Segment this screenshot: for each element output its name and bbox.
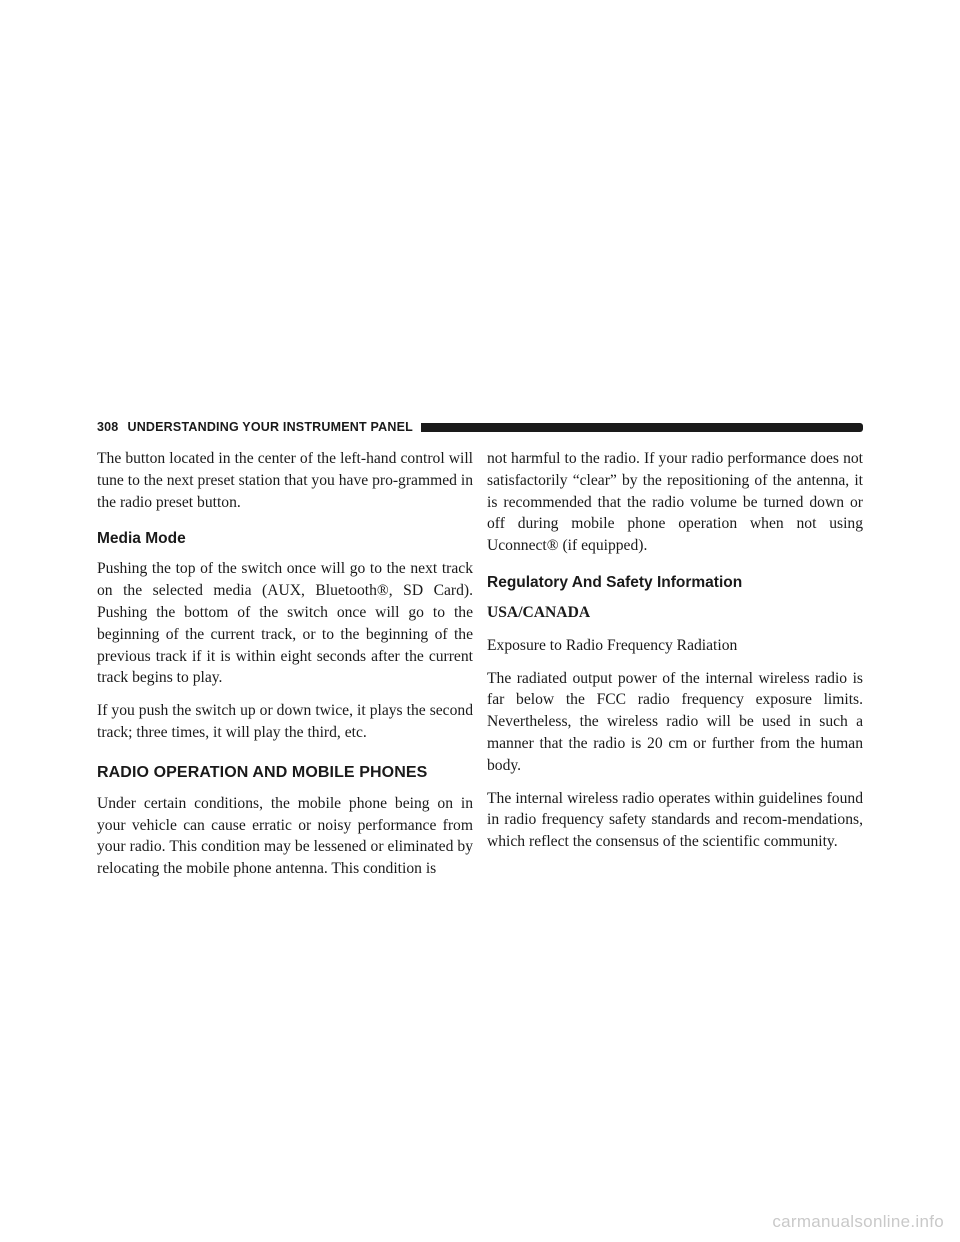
exposure-subheading: Exposure to Radio Frequency Radiation [487,636,738,654]
watermark: carmanualsonline.info [772,1212,944,1231]
radio-paragraph-start: Under certain conditions, the mobile phone being on in your vehicle can cause erratic or noisy performance from your radio. This condition may be lessened or eliminated by relocating the mobile phone antenna. This condition is [97,794,473,878]
header-rule [421,423,863,432]
radio-paragraph-end: not harmful to the radio. If your radio performance does not satisfactorily “clear” by the repositioning of the antenna, it is recommended that the radio volume be turned down or off during mobile phone operation when not using Uconnect® (if equipped). [487,450,863,555]
region-label: USA/CANADA [487,603,591,621]
page-number: 308 [97,420,119,434]
section-title: UNDERSTANDING YOUR INSTRUMENT PANEL [127,420,413,434]
intro-paragraph: The button located in the center of the left-hand control will tune to the next preset station that you have pro-grammed in the radio preset button. [97,450,473,511]
regulatory-heading: Regulatory And Safety Information [487,573,743,591]
exposure-paragraph: The radiated output power of the internal wireless radio is far below the FCC radio frequency exposure limits. Nevertheless, the wireless radio will be used in such a manner that the radio is 20 cm or further from the human body. [487,669,863,774]
media-mode-paragraph-1: Pushing the top of the switch once will go to the next track on the selected media (AUX, Bluetooth®, SD Card). Pushing the bottom of the switch once will go to the beginning of the current track, or to the beginning of the previous track if it is within eight seconds after the current track begins to play. [97,560,473,687]
running-header [97,416,863,438]
radio-operation-heading: RADIO OPERATION AND MOBILE PHONES [97,763,428,781]
media-mode-paragraph-2: If you push the switch up or down twice, it plays the second track; three times, it will play the third, etc. [97,702,473,741]
right-column [487,448,863,864]
media-mode-heading: Media Mode [97,530,186,548]
left-column [97,448,473,891]
guidelines-paragraph: The internal wireless radio operates within guidelines found in radio frequency safety standards and recom-mendations, which reflect the consensus of the scientific community. [487,789,863,851]
